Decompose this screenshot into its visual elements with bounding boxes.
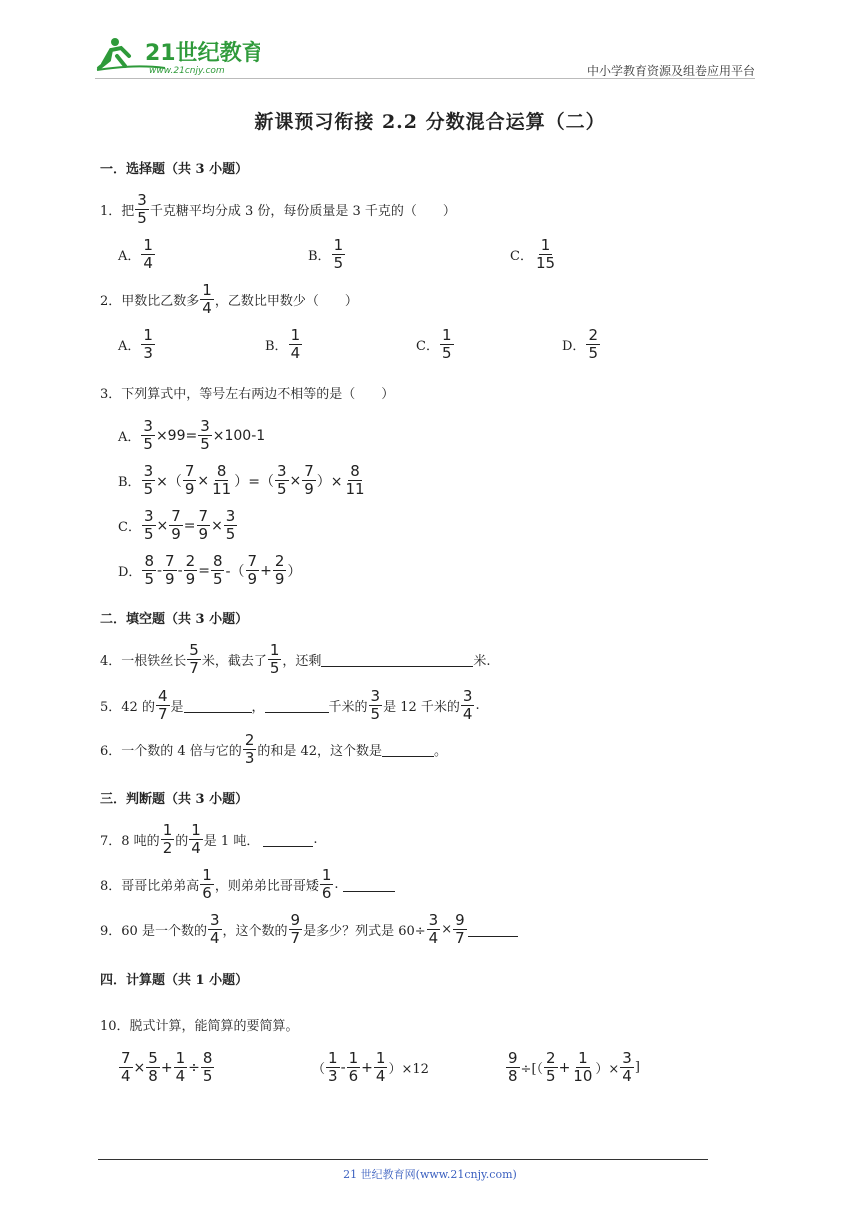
answer-blank[interactable] [468, 922, 518, 937]
q1-option-b[interactable]: B． $\frac{1}{5}$ [308, 236, 344, 272]
section-heading: 三．判断题（共 3 小题） [100, 792, 249, 807]
answer-blank[interactable] [184, 698, 252, 713]
question-9: 9．60 是一个数的 $\frac{3}{4}$ ，这个数的 $\frac{9}{7}$ 是多少？列式是 60÷ $\frac{3}{4}$ × $\frac{9}{7}$ [100, 912, 518, 947]
site-logo [95, 34, 260, 78]
calc-expression-2: （ $\frac{1}{3}$ - $\frac{1}{6}$ + $\frac{1}{4}$ ）×12 [312, 1049, 429, 1085]
answer-blank[interactable] [343, 877, 395, 892]
footer-divider [98, 1159, 708, 1160]
answer-blank[interactable] [382, 742, 434, 757]
section-heading: 一．选择题（共 3 小题） [100, 162, 249, 177]
q2-option-d[interactable]: D． $\frac{2}{5}$ [562, 326, 598, 362]
question-6: 6．一个数的 4 倍与它的 $\frac{2}{3}$ 的和是 42，这个数是 。 [100, 731, 448, 767]
footer-link[interactable]: 21 世纪教育网(www.21cnjy.com) [343, 1168, 517, 1181]
section-heading: 二．填空题（共 3 小题） [100, 612, 249, 627]
q3-option-b[interactable]: B． $\frac{3}{5}$ ×（ $\frac{7}{9}$ × $\frac{8}{11}$ ）=（ $\frac{3}{5}$ × $\frac{7}{9}$ ）× $\frac{8}{11}$ [118, 462, 365, 498]
q1-option-c[interactable]: C． $\frac{1}{15}$ [510, 236, 556, 272]
answer-blank[interactable] [321, 652, 473, 667]
fraction: $\frac{3}{5}$ [137, 191, 147, 227]
platform-name: 中小学教育资源及组卷应用平台 [586, 64, 755, 78]
runner-logo-icon [95, 34, 260, 78]
question-1: 1．把 $\frac{3}{5}$ 千克糖平均分成 3 份，每份质量是 3 千克的（ ） [100, 191, 456, 227]
q3-option-a[interactable]: A． $\frac{3}{5}$ ×99= $\frac{3}{5}$ ×100-1 [118, 417, 266, 453]
page-title: 新课预习衔接 2.2 分数混合运算（二） [254, 111, 606, 133]
question-3: 3．下列算式中，等号左右两边不相等的是（ ） [100, 387, 395, 402]
q3-option-d[interactable]: D． $\frac{8}{5}$ - $\frac{7}{9}$ - $\frac{2}{9}$ = $\frac{8}{5}$ -（ $\frac{7}{9}$ + $\frac{2}{9}$ ） [118, 552, 302, 588]
svg-text:21世纪教育: 21世纪教育 [145, 41, 260, 66]
header-divider [95, 78, 755, 79]
q2-option-c[interactable]: C． $\frac{1}{5}$ [416, 326, 452, 362]
question-10: 10．脱式计算，能简算的要简算。 [100, 1019, 299, 1034]
question-2: 2．甲数比乙数多 $\frac{1}{4}$ ，乙数比甲数少（ ） [100, 281, 358, 317]
q3-option-c[interactable]: C． $\frac{3}{5}$ × $\frac{7}{9}$ = $\frac{7}{9}$ × $\frac{3}{5}$ [118, 507, 236, 543]
section-heading: 四．计算题（共 1 小题） [100, 973, 249, 988]
calc-expression-1: $\frac{7}{4}$ × $\frac{5}{8}$ + $\frac{1}{4}$ ÷ $\frac{8}{5}$ [121, 1049, 213, 1085]
question-8: 8．哥哥比弟弟高 $\frac{1}{6}$ ，则弟弟比哥哥矮 $\frac{1}{6}$ . [100, 867, 395, 902]
svg-text:www.21cnjy.com: www.21cnjy.com [149, 66, 225, 76]
answer-blank[interactable] [265, 698, 329, 713]
q2-option-a[interactable]: A． $\frac{1}{3}$ [118, 326, 153, 362]
question-5: 5．42 的 $\frac{4}{7}$ 是 ， 千米的 $\frac{3}{5}$ 是 12 千米的 $\frac{3}{4}$ . [100, 687, 480, 723]
question-4: 4．一根铁丝长 $\frac{5}{7}$ 米，截去了 $\frac{1}{5}$ ，还剩 米. [100, 641, 491, 677]
q2-option-b[interactable]: B． $\frac{1}{4}$ [265, 326, 301, 362]
q1-option-a[interactable]: A． $\frac{1}{4}$ [118, 236, 153, 272]
question-7: 7．8 吨的 $\frac{1}{2}$ 的 $\frac{1}{4}$ 是 1 吨． . [100, 821, 318, 857]
answer-blank[interactable] [263, 832, 313, 847]
calc-expression-3: $\frac{9}{8}$ ÷[（ $\frac{2}{5}$ + $\frac{1}{10}$ ）× $\frac{3}{4}$ ] [508, 1049, 640, 1085]
